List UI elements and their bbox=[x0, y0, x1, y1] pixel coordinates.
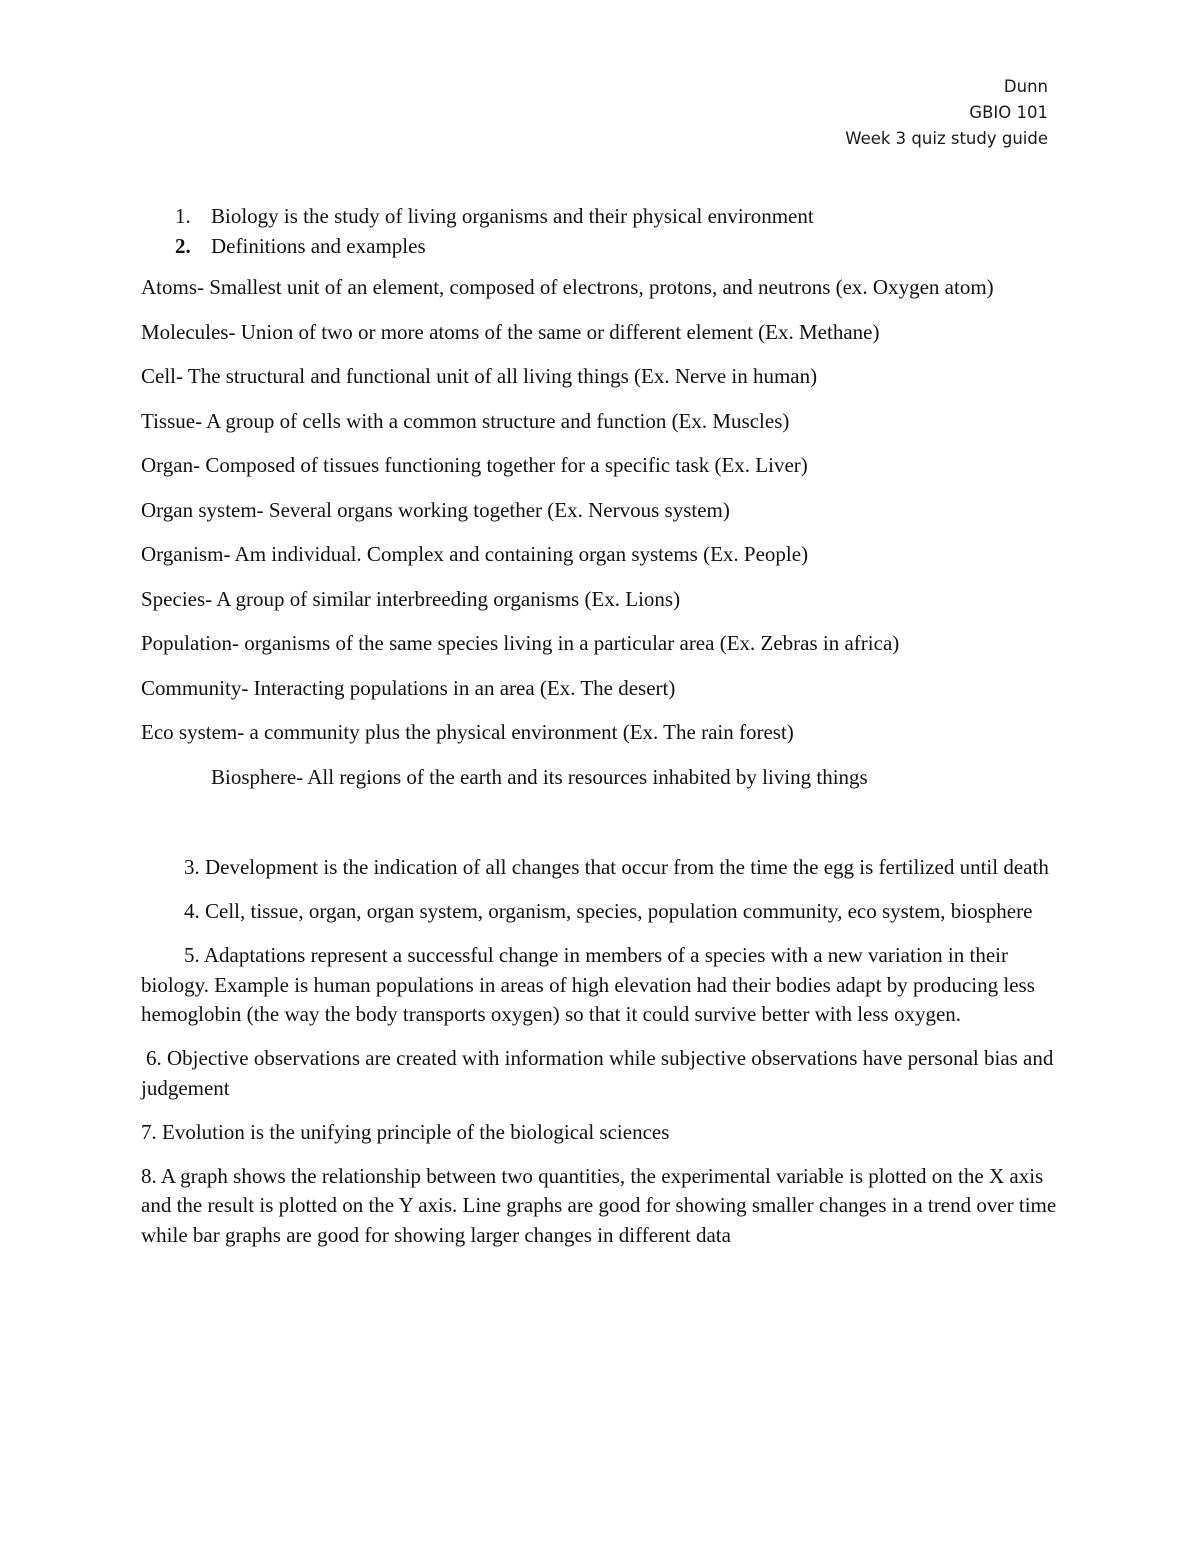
definition-population: Population- organisms of the same species living in a particular area (Ex. Zebras in africa) bbox=[141, 631, 900, 655]
list-item-number: 1. bbox=[175, 204, 191, 228]
list-item-text: Biology is the study of living organisms and their physical environment bbox=[211, 204, 814, 228]
answer-7-evolution: 7. Evolution is the unifying principle of the biological sciences bbox=[141, 1119, 670, 1144]
numbered-list bbox=[141, 202, 1066, 262]
definition-cell: Cell- The structural and functional unit of all living things (Ex. Nerve in human) bbox=[141, 364, 818, 388]
definition-organ: Organ- Composed of tissues functioning together for a specific task (Ex. Liver) bbox=[141, 453, 808, 477]
list-item-number: 2. bbox=[175, 234, 191, 258]
list-item-text: Definitions and examples bbox=[211, 234, 426, 258]
definition-biosphere: Biosphere- All regions of the earth and its resources inhabited by living things bbox=[211, 764, 868, 789]
answer-8-graphs: 8. A graph shows the relationship between two quantities, the experimental variable is plotted on the X axis and the result is plotted on the Y axis. Line graphs are good for showing smaller changes in a trend over time while bar graphs are good for showing larger changes in different data bbox=[141, 1163, 1057, 1247]
definition-tissue: Tissue- A group of cells with a common structure and function (Ex. Muscles) bbox=[141, 408, 790, 433]
definition-organ-system: Organ system- Several organs working together (Ex. Nervous system) bbox=[141, 497, 730, 522]
document-header bbox=[845, 74, 1048, 152]
list-item bbox=[141, 202, 1066, 232]
course-code: GBIO 101 bbox=[969, 103, 1048, 122]
definition-community: Community- Interacting populations in an area (Ex. The desert) bbox=[141, 675, 676, 700]
author-name: Dunn bbox=[1003, 77, 1048, 96]
document-body bbox=[141, 202, 1066, 1265]
definition-species: Species- A group of similar interbreeding organisms (Ex. Lions) bbox=[141, 586, 681, 611]
answer-6-observations: 6. Objective observations are created with information while subjective observations have personal bias and judgement bbox=[141, 1046, 1054, 1100]
definition-molecules: Molecules- Union of two or more atoms of the same or different element (Ex. Methane) bbox=[141, 319, 880, 344]
definition-atoms: Atoms- Smallest unit of an element, composed of electrons, protons, and neutrons (ex. Oxygen atom) bbox=[141, 275, 994, 299]
document-title: Week 3 quiz study guide bbox=[845, 129, 1048, 148]
definition-eco-system: Eco system- a community plus the physical environment (Ex. The rain forest) bbox=[141, 720, 794, 744]
answer-5-adaptations: 5. Adaptations represent a successful change in members of a species with a new variation in their biology. Example is human populations in areas of high elevation had their bodies adapt by producing less hemoglobin (the way the body transports oxygen) so that it could survive better with less oxygen. bbox=[141, 943, 1035, 1026]
answer-3-development: 3. Development is the indication of all changes that occur from the time the egg is fertilized until death bbox=[184, 855, 1049, 879]
answer-4-hierarchy: 4. Cell, tissue, organ, organ system, organism, species, population community, eco system, biosphere bbox=[184, 899, 1033, 923]
definition-organism: Organism- Am individual. Complex and containing organ systems (Ex. People) bbox=[141, 542, 809, 566]
list-item bbox=[141, 232, 1066, 262]
